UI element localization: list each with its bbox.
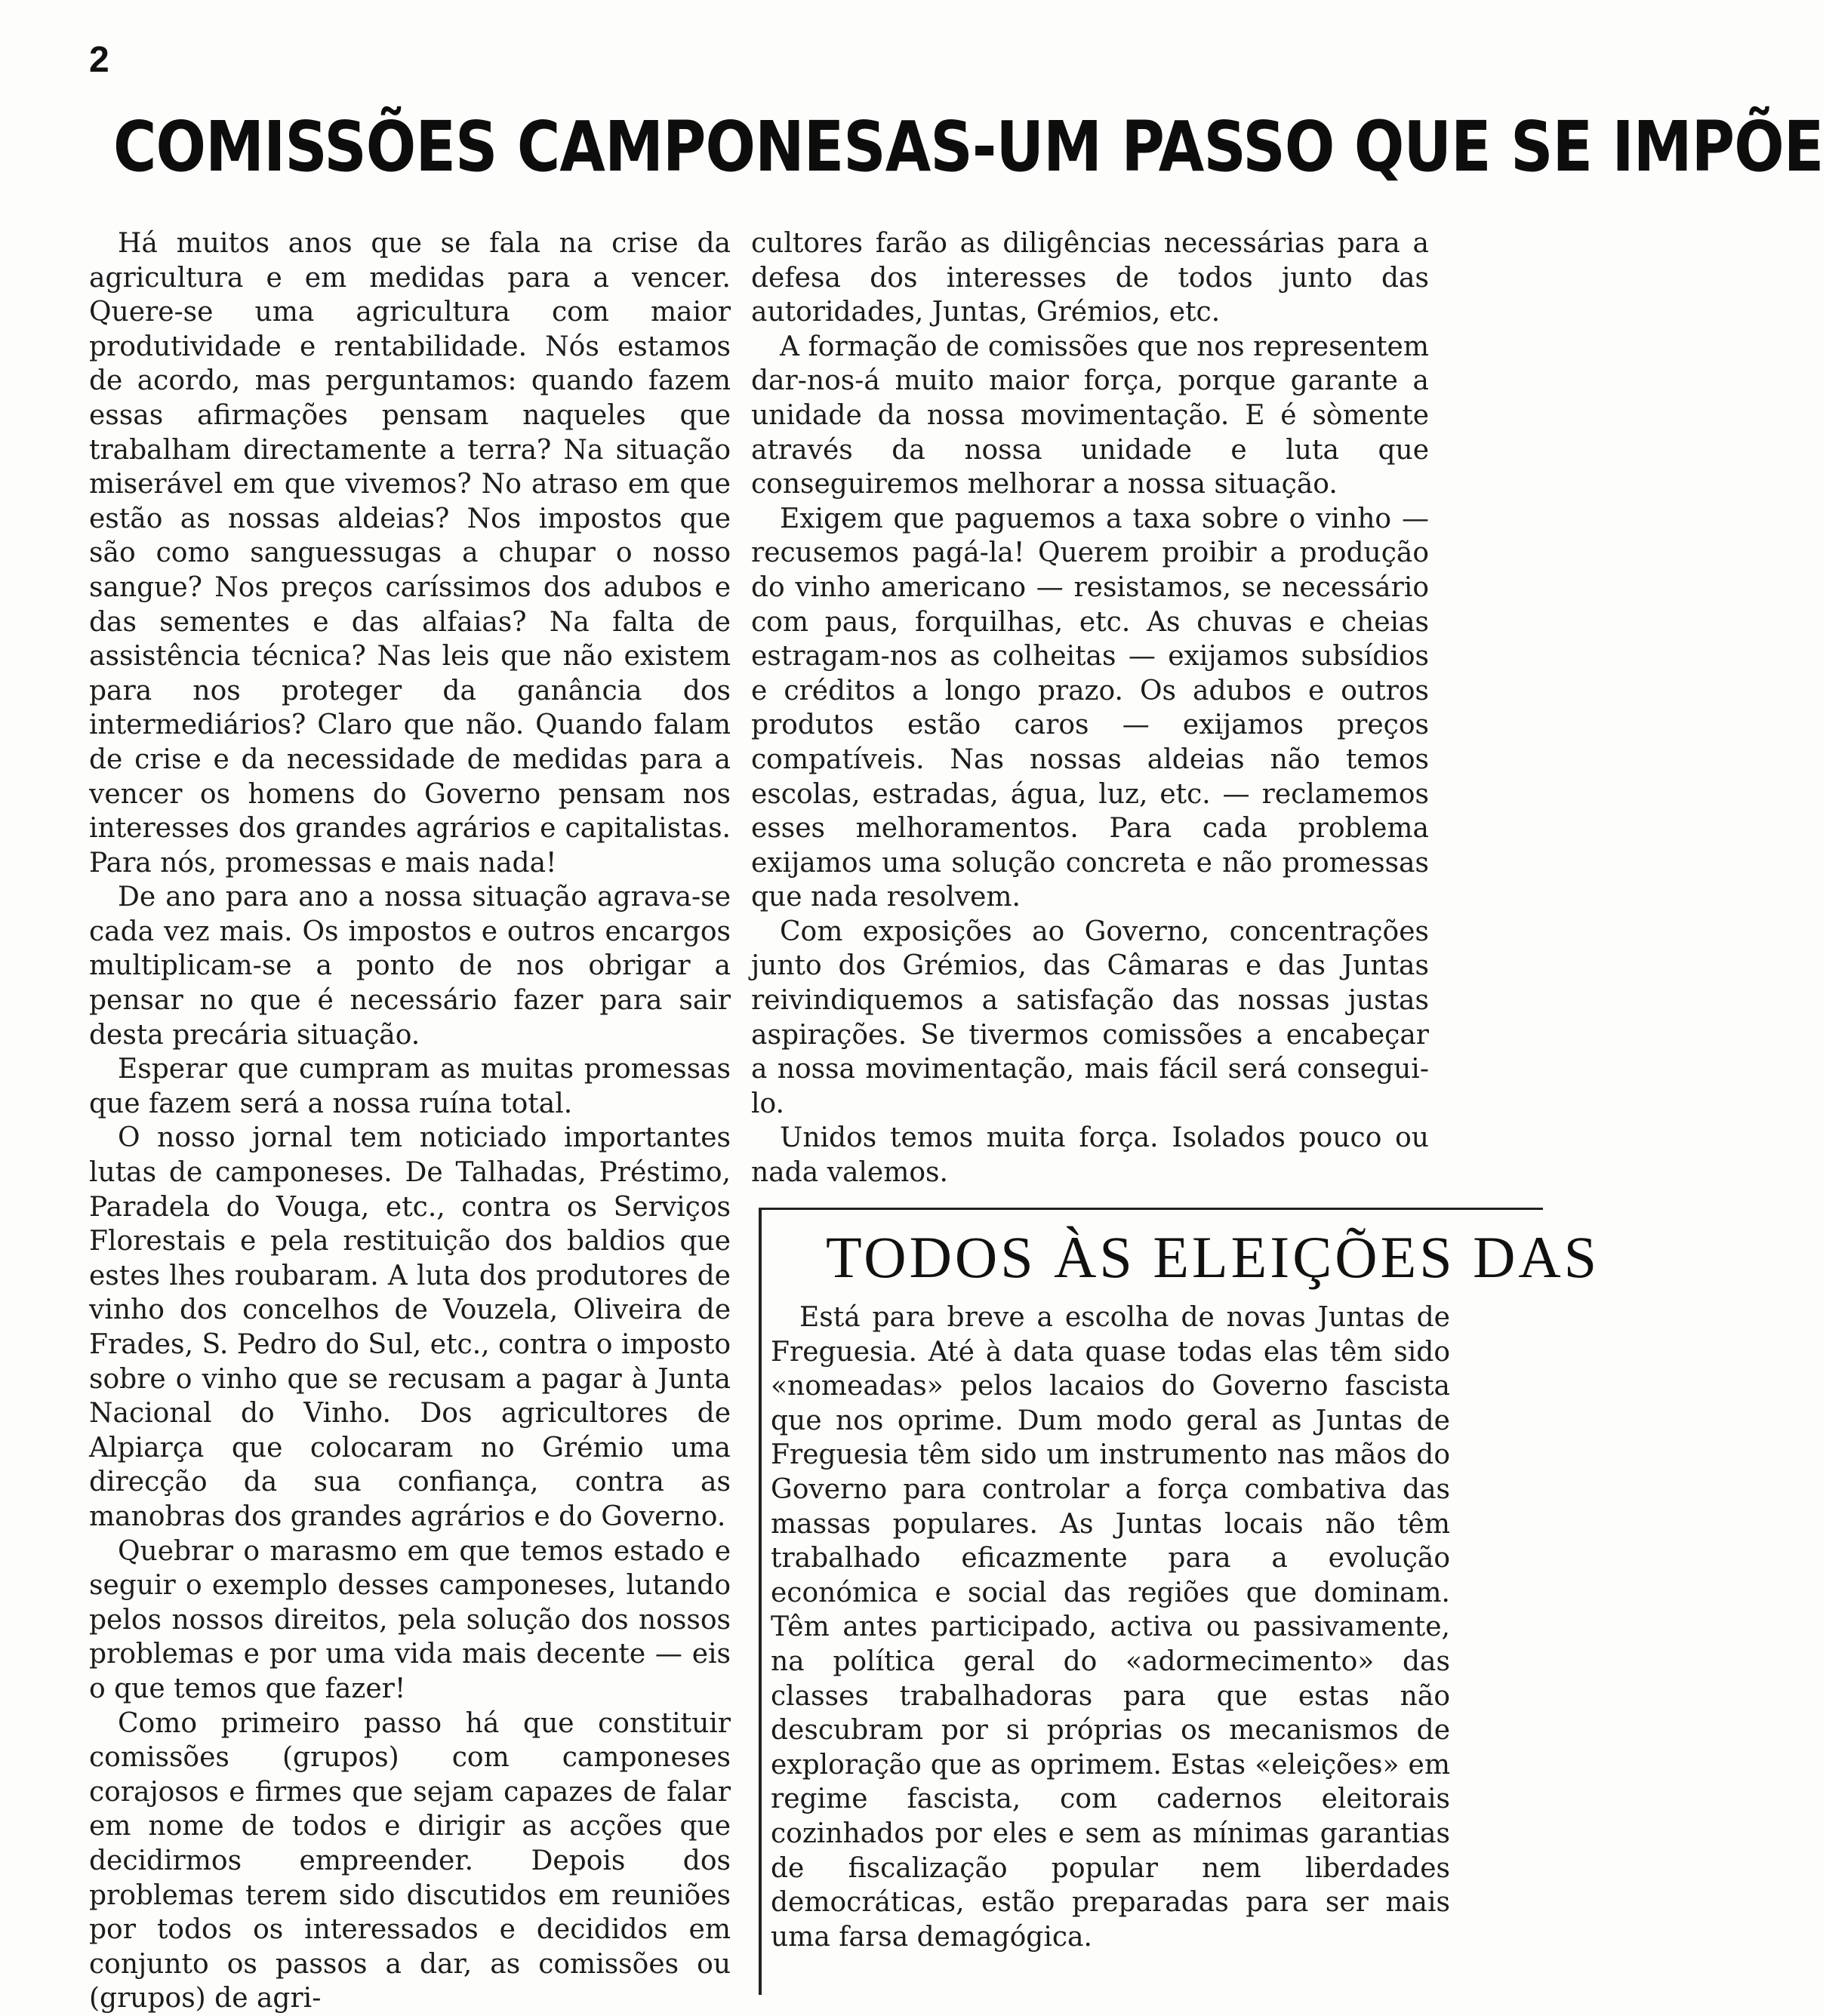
paragraph: Está para breve a escolha de novas Juntas de Freguesia. Até à data quase todas elas têm sido «nomeadas» pelos lacaios do Governo fascista que nos oprime. Dum modo geral as Juntas de Freguesia têm sido um instrumento nas mãos do Governo para controlar a força combativa das massas populares. As Juntas locais não têm trabalhado eficazmente para a evolução económica e social das regiões que dominam. Têm antes participado, activa ou passivamente, na política geral do «adormecimento» das classes trabalhadoras para que estas não descubram por si próprias os mecanismos de exploração que as oprimem. Estas «eleições» em regime fascista, com cadernos eleitorais cozinhados por eles e sem as mínimas garantias de fiscalização popular nem liberdades democráticas, estão preparadas para ser mais uma farsa demagógica. (771, 1302, 1450, 1953)
paragraph: Com exposições ao Governo, concentrações junto dos Grémios, das Câmaras e das Juntas reivindiquemos a satisfação das nossas justas aspirações. Se tivermos comissões a encabeçar a nossa movimentação, mais fácil será consegui-lo. (751, 916, 1429, 1119)
article-headline: COMISSÕES CAMPONESAS-UM PASSO QUE SE IMPÕE (113, 106, 1823, 187)
elections-article-title: TODOS ÀS ELEIÇÕES DAS (826, 1224, 1600, 1290)
paragraph: cultores farão as diligências necessárias para a defesa dos interesses de todos junto das autoridades, Juntas, Grémios, etc. (751, 228, 1429, 328)
elections-article-body (771, 1300, 1450, 1954)
paragraph: A formação de comissões que nos representem dar-nos-á muito maior força, porque garante a unidade da nossa movimentação. E é sòmente através da nossa unidade e luta que conseguiremos melhorar a nossa situação. (751, 331, 1429, 500)
paragraph: De ano para ano a nossa situação agrava-se cada vez mais. Os impostos e outros encargos multiplicam-se a ponto de nos obrigar a pensar no que é necessário fazer para sair desta precária situação. (89, 882, 731, 1051)
paragraph: Quebrar o marasmo em que temos estado e seguir o exemplo desses camponeses, lutando pelos nossos direitos, pela solução dos nossos problemas e por uma vida mais decente — eis o que temos que fazer! (89, 1535, 731, 1704)
paragraph: O nosso jornal tem noticiado importantes lutas de camponeses. De Talhadas, Préstimo, Paradela do Vouga, etc., contra os Serviços Florestais e pela restituição dos baldios que estes lhes roubaram. A luta dos produtores de vinho dos concelhos de Vouzela, Oliveira de Frades, S. Pedro do Sul, etc., contra o imposto sobre o vinho que se recusam a pagar à Junta Nacional do Vinho. Dos agricultores de Alpiarça que colocaram no Grémio uma direcção da sua confiança, contra as manobras dos grandes agrários e do Governo. (89, 1122, 731, 1532)
paragraph: Unidos temos muita força. Isolados pouco ou nada valemos. (751, 1122, 1429, 1189)
article-left-column (89, 226, 731, 2016)
article-right-column (751, 226, 1429, 1190)
paragraph: Esperar que cumpram as muitas promessas que fazem será a nossa ruína total. (89, 1054, 731, 1119)
page-number: 2 (89, 40, 109, 80)
paragraph: Como primeiro passo há que constituir comissões (grupos) com camponeses corajosos e firmes que sejam capazes de falar em nome de todos e dirigir as acções que decidirmos empreender. Depois dos problemas terem sido discutidos em reuniões por todos os interessados e decididos em conjunto os passos a dar, as comissões ou (grupos) de agri- (89, 1707, 731, 2014)
elections-article-box (759, 1208, 1600, 1995)
paragraph: Exigem que paguemos a taxa sobre o vinho — recusemos pagá-la! Querem proibir a produção do vinho americano — resistamos, se necessário com paus, forquilhas, etc. As chuvas e cheias estragam-nos as colheitas — exijamos subsídios e créditos a longo prazo. Os adubos e outros produtos estão caros — exijamos preços compatíveis. Nas nossas aldeias não temos escolas, estradas, água, luz, etc. — reclamemos esses melhoramentos. Para cada problema exijamos uma solução concreta e não promessas que nada resolvem. (751, 503, 1429, 913)
paragraph: Há muitos anos que se fala na crise da agricultura e em medidas para a vencer. Quere-se uma agricultura com maior produtividade e rentabilidade. Nós estamos de acordo, mas perguntamos: quando fazem essas afirmações pensam naqueles que trabalham directamente a terra? Na situação miserável em que vivemos? No atraso em que estão as nossas aldeias? Nos impostos que são como sanguessugas a chupar o nosso sangue? Nos preços caríssimos dos adubos e das sementes e das alfaias? Na falta de assistência técnica? Nas leis que não existem para nos proteger da ganância dos intermediários? Claro que não. Quando falam de crise e da necessidade de medidas para a vencer os homens do Governo pensam nos interesses dos grandes agrários e capitalistas. Para nós, promessas e mais nada! (89, 228, 731, 879)
